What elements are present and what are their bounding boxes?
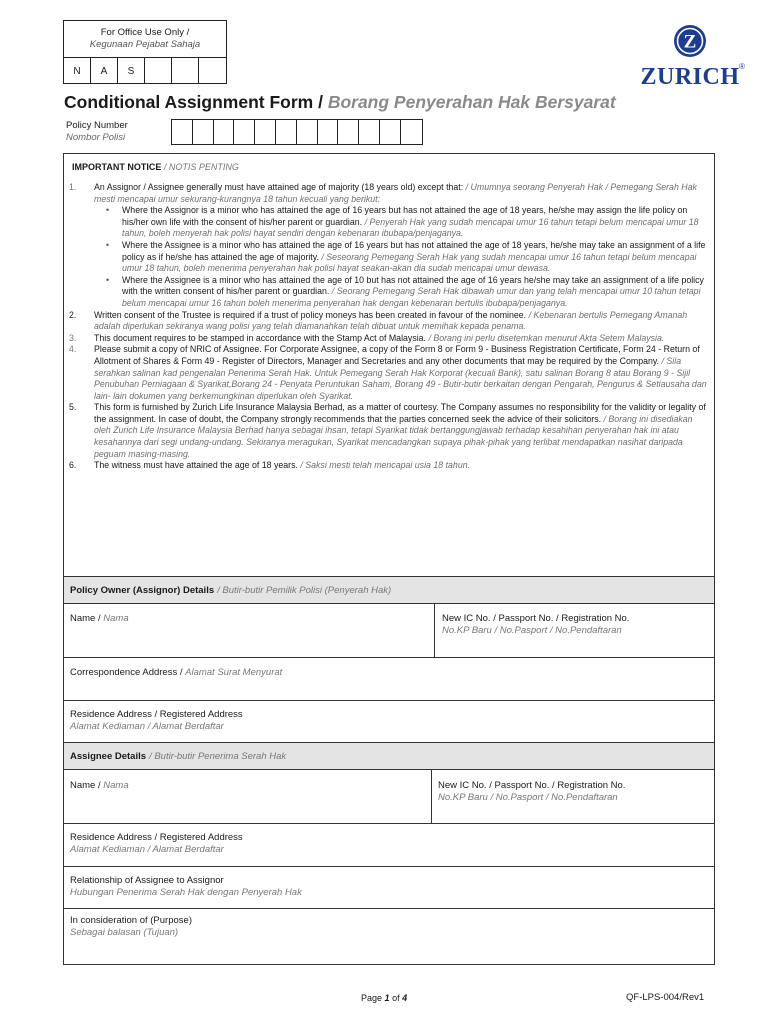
notice-number: 6. <box>69 460 77 471</box>
assignee-section-title: Assignee Details <box>70 750 147 762</box>
owner-residence-label: Residence Address / Registered Address <box>70 709 243 720</box>
notice-item <box>69 333 709 345</box>
page-indicator <box>361 993 407 1003</box>
assignee-name-row <box>64 770 714 824</box>
owner-residence-label-ms: Alamat Kediaman / Alamat Berdaftar <box>70 720 224 732</box>
title-separator: / <box>313 92 328 112</box>
office-use-header <box>64 21 226 58</box>
owner-id-label: New IC No. / Passport No. / Registration No. <box>442 613 630 624</box>
owner-id-label-ms: No.KP Baru / No.Pasport / No.Pendaftaran <box>442 624 622 636</box>
assignee-residence-field[interactable] <box>70 832 243 855</box>
registered-mark: ® <box>739 62 745 71</box>
office-cell[interactable] <box>172 58 199 84</box>
notice-text-en: Please submit a copy of NRIC of Assignee. For Corporate Assignee, a copy of the Form 8 or Form 9 - Business Registration Certificate, Form 24 - Return of Allotment of Shares & Form 49 - Register of Directors, Manager and Secretaries and any other documents that may be required by the Company. <box>94 344 700 366</box>
page-title <box>64 92 616 113</box>
zurich-logo <box>640 22 760 92</box>
owner-section-header <box>64 576 714 604</box>
owner-residence-row <box>64 701 714 743</box>
policy-digit-box[interactable] <box>380 120 401 144</box>
bullet-text-ms: / Penyerah Hak yang sudah mencapai umur 16 tahun tetapi belum mencapai umur 18 tahun, boleh menyerah hak polisi hayat sendiri dengan kebenaran ibubapa/penjaganya. <box>122 216 699 239</box>
assignee-section-header <box>64 742 714 770</box>
assignee-residence-label: Residence Address / Registered Address <box>70 832 243 843</box>
notice-text-ms: / Saksi mesti telah mencapai usia 18 tahun. <box>300 460 471 471</box>
office-cell[interactable]: S <box>118 58 145 84</box>
notice-text-ms: / Kebenaran bertulis Pemegang Amanah adalah diperlukan sekiranya wang polisi yang telah diamanahkan telah dibuat untuk memihak kepada penama. <box>94 309 688 332</box>
notice-list <box>69 182 709 472</box>
assignee-id-label: New IC No. / Passport No. / Registration No. <box>438 780 626 791</box>
notice-item <box>69 344 709 402</box>
notice-bullet <box>94 205 709 240</box>
owner-residence-field[interactable] <box>70 709 243 732</box>
page-prefix: Page <box>361 993 383 1003</box>
notice-text-en: The witness must have attained the age of 18 years. <box>94 460 298 471</box>
bullet-text-ms: / Seseorang Pemegang Serah Hak yang sudah mencapai umur 16 tahun tetapi belum mencapai umur 18 tahun, boleh menerima penyerahan hak polisi hayat seakan-akan dia sudah mencapai umur dewasa. <box>122 251 697 274</box>
notice-text-ms: / Umumnya seorang Penyerah Hak / Pemegang Serah Hak mesti mencapai umur sekurang-kurangnya 18 tahun kecuali yang berikut: <box>94 182 697 204</box>
policy-digit-box[interactable] <box>359 120 380 144</box>
policy-digit-box[interactable] <box>172 120 193 144</box>
policy-number-label-en: Policy Number <box>66 120 128 131</box>
notice-bullet <box>94 275 709 310</box>
page-number: 1 <box>384 993 390 1003</box>
office-use-title: For Office Use Only / <box>100 27 190 38</box>
policy-digit-box[interactable] <box>318 120 339 144</box>
notice-item <box>69 310 709 333</box>
notice-text-ms: / Borang ini perlu disetemkan menurut Akta Setem Malaysia. <box>428 332 665 343</box>
brand-name: ZURICH <box>640 64 740 90</box>
notice-text-en: This form is furnished by Zurich Life Insurance Malaysia Berhad, as a matter of courtesy. The Company assumes no responsibility for the validity or legality of the assignment. In case of doubt, the Company strongly recommends that the parties concerned seek the advice of their solicitors. <box>94 402 706 424</box>
notice-number: 1. <box>69 182 77 192</box>
notice-text-ms: / Borang ini disediakan oleh Zurich Life Insurance Malaysia Berhad hanya sebagai ihsan, tetapi Syarikat tidak bertanggungjawab terhadap kesahihan penyerahan hak ini atau kesahannya dari segi undang-undang. Sekiranya meragukan, Syarikat mencadangkan supaya pihak-pihak yang terlibat mendapatkan nasihat daripada peguam masing-masing. <box>94 413 693 459</box>
policy-digit-box[interactable] <box>401 120 422 144</box>
notice-text-en: An Assignor / Assignee generally must have attained age of majority (18 years old) except that: <box>94 182 464 192</box>
bullet-text-en: Where the Assignee is a minor who has attained the age of 10 but has not attained the age of 16 years he/she may take an assignment of a life policy with the written consent of his/her parent or guardian. <box>122 274 704 297</box>
policy-digit-box[interactable] <box>276 120 297 144</box>
notice-number: 5. <box>69 402 77 413</box>
purpose-row <box>64 909 714 964</box>
notice-bullet <box>94 240 709 275</box>
policy-digit-box[interactable] <box>214 120 235 144</box>
correspondence-label-ms: Alamat Surat Menyurat <box>185 667 283 678</box>
owner-name-field[interactable] <box>70 613 129 625</box>
policy-digit-box[interactable] <box>255 120 276 144</box>
bullet-text-ms: / Seorang Pemegang Serah Hak dibawah umur dan yang telah mencapai umur 10 tahun tetapi belum mencapai umur 16 tahun boleh menerima penyerahan hak dengan kebenaran bertulis ibubapa/penjaganya. <box>122 286 701 308</box>
zurich-z-icon <box>640 22 740 62</box>
policy-digit-box[interactable] <box>338 120 359 144</box>
notice-number: 4. <box>69 344 77 355</box>
relationship-field[interactable] <box>70 875 302 898</box>
assignee-name-label-ms: Nama <box>103 780 129 791</box>
relationship-label-ms: Hubungan Penerima Serah Hak dengan Penyerah Hak <box>70 886 302 898</box>
relationship-label: Relationship of Assignee to Assignor <box>70 875 224 886</box>
policy-number-label-ms: Nombor Polisi <box>66 132 126 143</box>
bullet-icon: • <box>106 274 110 285</box>
owner-id-field[interactable] <box>442 613 629 636</box>
bullet-icon: • <box>106 239 110 250</box>
notice-heading <box>72 162 239 172</box>
assignee-name-field[interactable] <box>70 780 129 792</box>
assignee-id-field[interactable] <box>438 780 625 803</box>
policy-digit-box[interactable] <box>297 120 318 144</box>
office-cell[interactable]: N <box>64 58 91 84</box>
page-of: of <box>392 993 400 1003</box>
policy-digit-box[interactable] <box>193 120 214 144</box>
bullet-text-en: Where the Assignor is a minor who has attained the age of 16 years but has not attained the age of 18 years, he/she may assign the life policy on his/her own life with the consent of his/her parent or guardian. <box>122 205 688 227</box>
office-cell[interactable]: A <box>91 58 118 84</box>
notice-text-ms: / Sila serahkan salinan kad pengenalan Penerima Serah Hak. Untuk Pemegang Serah Hak Korporat (kecuali Bank), satu salinan Borang 8 atau Borang 9 - Sijil Penubuhan Perniagaan & Syarikat,Borang 24 - Penyata Peruntukan Saham, Borang 49 - Butir-butir berkaitan dengan Pengarah, Pengurus & Setiausaha dan lain- lain dokumen yang berkemungkinan diperlukan oleh Syarikat. <box>94 355 707 401</box>
notice-item <box>69 402 709 460</box>
assignee-id-label-ms: No.KP Baru / No.Pasport / No.Pendaftaran <box>438 791 618 803</box>
owner-section-title-ms: / Butir-butir Pemilik Polisi (Penyerah Hak) <box>217 584 392 596</box>
assignee-section-title-ms: / Butir-butir Penerima Serah Hak <box>149 750 287 762</box>
title-en: Conditional Assignment Form <box>64 92 314 112</box>
notice-heading-en: IMPORTANT NOTICE <box>72 162 162 172</box>
notice-number: 3. <box>69 332 77 343</box>
office-use-title-ms: Kegunaan Pejabat Sahaja <box>89 39 201 50</box>
svg-text:Z: Z <box>683 31 697 53</box>
policy-number-label <box>66 120 128 144</box>
title-ms: Borang Penyerahan Hak Bersyarat <box>327 92 616 112</box>
owner-name-label: Name / <box>70 613 101 624</box>
policy-number-input[interactable] <box>171 119 423 145</box>
notice-number: 2. <box>69 309 77 320</box>
assignee-residence-label-ms: Alamat Kediaman / Alamat Berdaftar <box>70 843 224 855</box>
bullet-text-en: Where the Assignee is a minor who has attained the age of 16 years but has not attained the age of 18 years, he/she may take an assignment of a life policy as if he/she has attained the age of majority. <box>122 239 706 262</box>
owner-name-label-ms: Nama <box>103 613 129 624</box>
notice-bullets <box>94 205 709 309</box>
office-use-cells <box>64 58 226 84</box>
office-cell[interactable] <box>199 58 226 84</box>
divider <box>431 770 432 824</box>
notice-text-en: Written consent of the Trustee is required if a trust of policy moneys has been created in favour of the nominee. <box>94 309 527 320</box>
assignee-name-label: Name / <box>70 780 101 791</box>
assignee-residence-row <box>64 824 714 867</box>
office-cell[interactable] <box>145 58 172 84</box>
correspondence-label: Correspondence Address / <box>70 667 183 678</box>
form-code: QF-LPS-004/Rev1 <box>626 992 705 1003</box>
notice-item <box>69 182 709 310</box>
page-total: 4 <box>402 993 408 1003</box>
owner-correspondence-row <box>64 658 714 701</box>
policy-digit-box[interactable] <box>234 120 255 144</box>
owner-section-title: Policy Owner (Assignor) Details <box>70 584 215 596</box>
divider <box>434 604 435 658</box>
notice-item <box>69 460 709 472</box>
bullet-icon: • <box>106 205 110 216</box>
notice-text-en: This document requires to be stamped in accordance with the Stamp Act of Malaysia. <box>94 332 427 343</box>
purpose-label: In consideration of (Purpose) <box>70 915 192 926</box>
notice-heading-ms: / NOTIS PENTING <box>163 162 239 172</box>
purpose-field[interactable] <box>70 915 192 938</box>
assignee-relationship-row <box>64 867 714 909</box>
owner-correspondence-field[interactable] <box>70 667 282 679</box>
purpose-label-ms: Sebagai balasan (Tujuan) <box>70 926 179 938</box>
office-use-box <box>63 20 227 84</box>
owner-name-row <box>64 604 714 658</box>
form-frame <box>63 153 715 965</box>
